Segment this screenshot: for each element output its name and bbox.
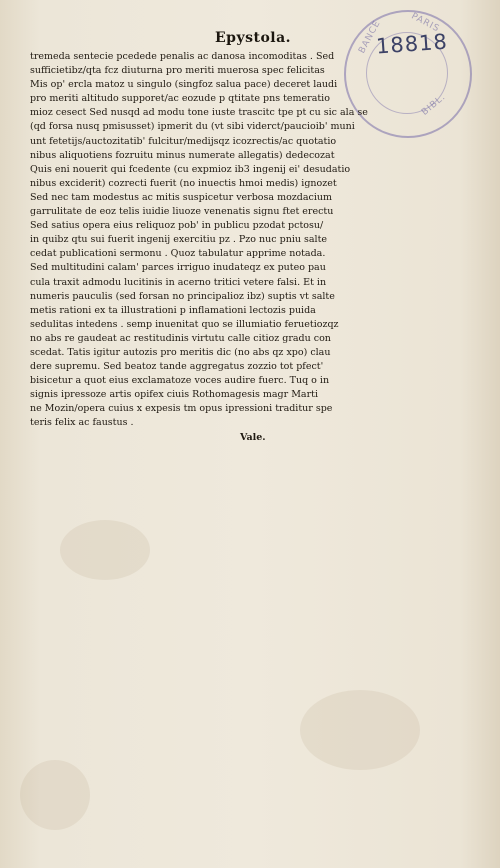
text-line: cula traxit admodu lucitinis in acerno tritici vetere falsi. Et in [30, 276, 327, 288]
shelfmark-number: 18818 [375, 29, 449, 59]
text-line: Sed multitudini calam' parces irriguo inudateqz ex puteo pau [30, 262, 326, 274]
stamp-text: BANCE [357, 18, 383, 56]
text-line: mioz cesect Sed nusqd ad modu tone iuste trascitc tpe pt cu sic ala se [30, 107, 368, 119]
stamp-text: BIBL. [420, 92, 448, 118]
text-line: sufficietibz/qta fcz diuturna pro meriti muerosa spec felicitas [30, 65, 325, 77]
text-line: teris felix ac faustus . [30, 417, 134, 429]
closing-vale: Vale. [240, 431, 266, 443]
text-line: bisicetur a quot eius exclamatoze voces audire fuerc. Tuq o in [30, 375, 330, 387]
body-text [30, 50, 426, 445]
text-line: numeris pauculis (sed forsan no principalioz ibz) suptis vt salte [30, 290, 335, 302]
text-line: nibus exciderit) cozrecti fuerit (no inuectis hmoi medis) ignozet [30, 177, 337, 189]
text-line: ne Mozin/opera cuius x expesis tm opus ipressioni traditur spe [30, 403, 333, 415]
text-line: nibus aliquotiens fozruitu minus numerate allegatis) dedecozat [30, 149, 335, 161]
paper-stain [60, 520, 150, 580]
text-line: Sed nec tam modestus ac mitis suspicetur verbosa mozdacium [30, 191, 333, 203]
text-line: metis rationi ex ta illustrationi p inflamationi lectozis puida [30, 304, 316, 316]
text-line: in quibz qtu sui fuerit ingenij exercitiu pz . Pzo nuc pniu salte [30, 234, 328, 246]
text-line: signis ipressoze artis opifex ciuis Rothomagesis magr Marti [30, 389, 318, 401]
text-line: scedat. Tatis igitur autozis pro meritis dic (no abs qz xpo) clau [30, 346, 331, 358]
text-line: Mis op' ercla matoz u singulo (singfoz salua pace) deceret laudi [30, 79, 338, 91]
text-line: pro meriti altitudo supporet/ac eozude p qtitate pns temeratio [30, 93, 330, 105]
paper-stain [300, 690, 420, 770]
running-head: Epystola. [215, 30, 292, 46]
paper-stain [20, 760, 90, 830]
text-line: Quis eni nouerit qui fcedente (cu expmioz ib3 ingenij ei' desudatio [30, 163, 351, 175]
text-line: cedat publicationi sermonu . Quoz tabulatur apprime notada. [30, 248, 326, 260]
text-line: no abs re gaudeat ac restitudinis virtutu calle citioz gradu con [30, 332, 331, 344]
text-line: Sed satius opera eius reliquoz pob' in publicu pzodat pctosu/ [30, 220, 324, 232]
text-line: tremeda sentecie pcedede penalis ac danosa incomoditas . Sed [30, 51, 335, 62]
text-line: dere supremu. Sed beatoz tande aggregatus zozzio tot pfect' [30, 361, 324, 373]
text-line: (qd forsa nusq pmisusset) ipmerit du (vt sibi viderct/paucioib' muni [30, 121, 355, 133]
text-line: sedulitas intedens . semp inuenitat quo se illumiatio feruetiozqz [30, 318, 339, 330]
text-line: garrulitate de eoz telis iuidie liuoze venenatis signu ftet erectu [30, 206, 334, 218]
text-line: unt fetetijs/auctozitatib' fulcitur/medijsqz icozrectis/ac quotatio [30, 135, 337, 147]
stamp-text: PARIS [409, 11, 442, 35]
